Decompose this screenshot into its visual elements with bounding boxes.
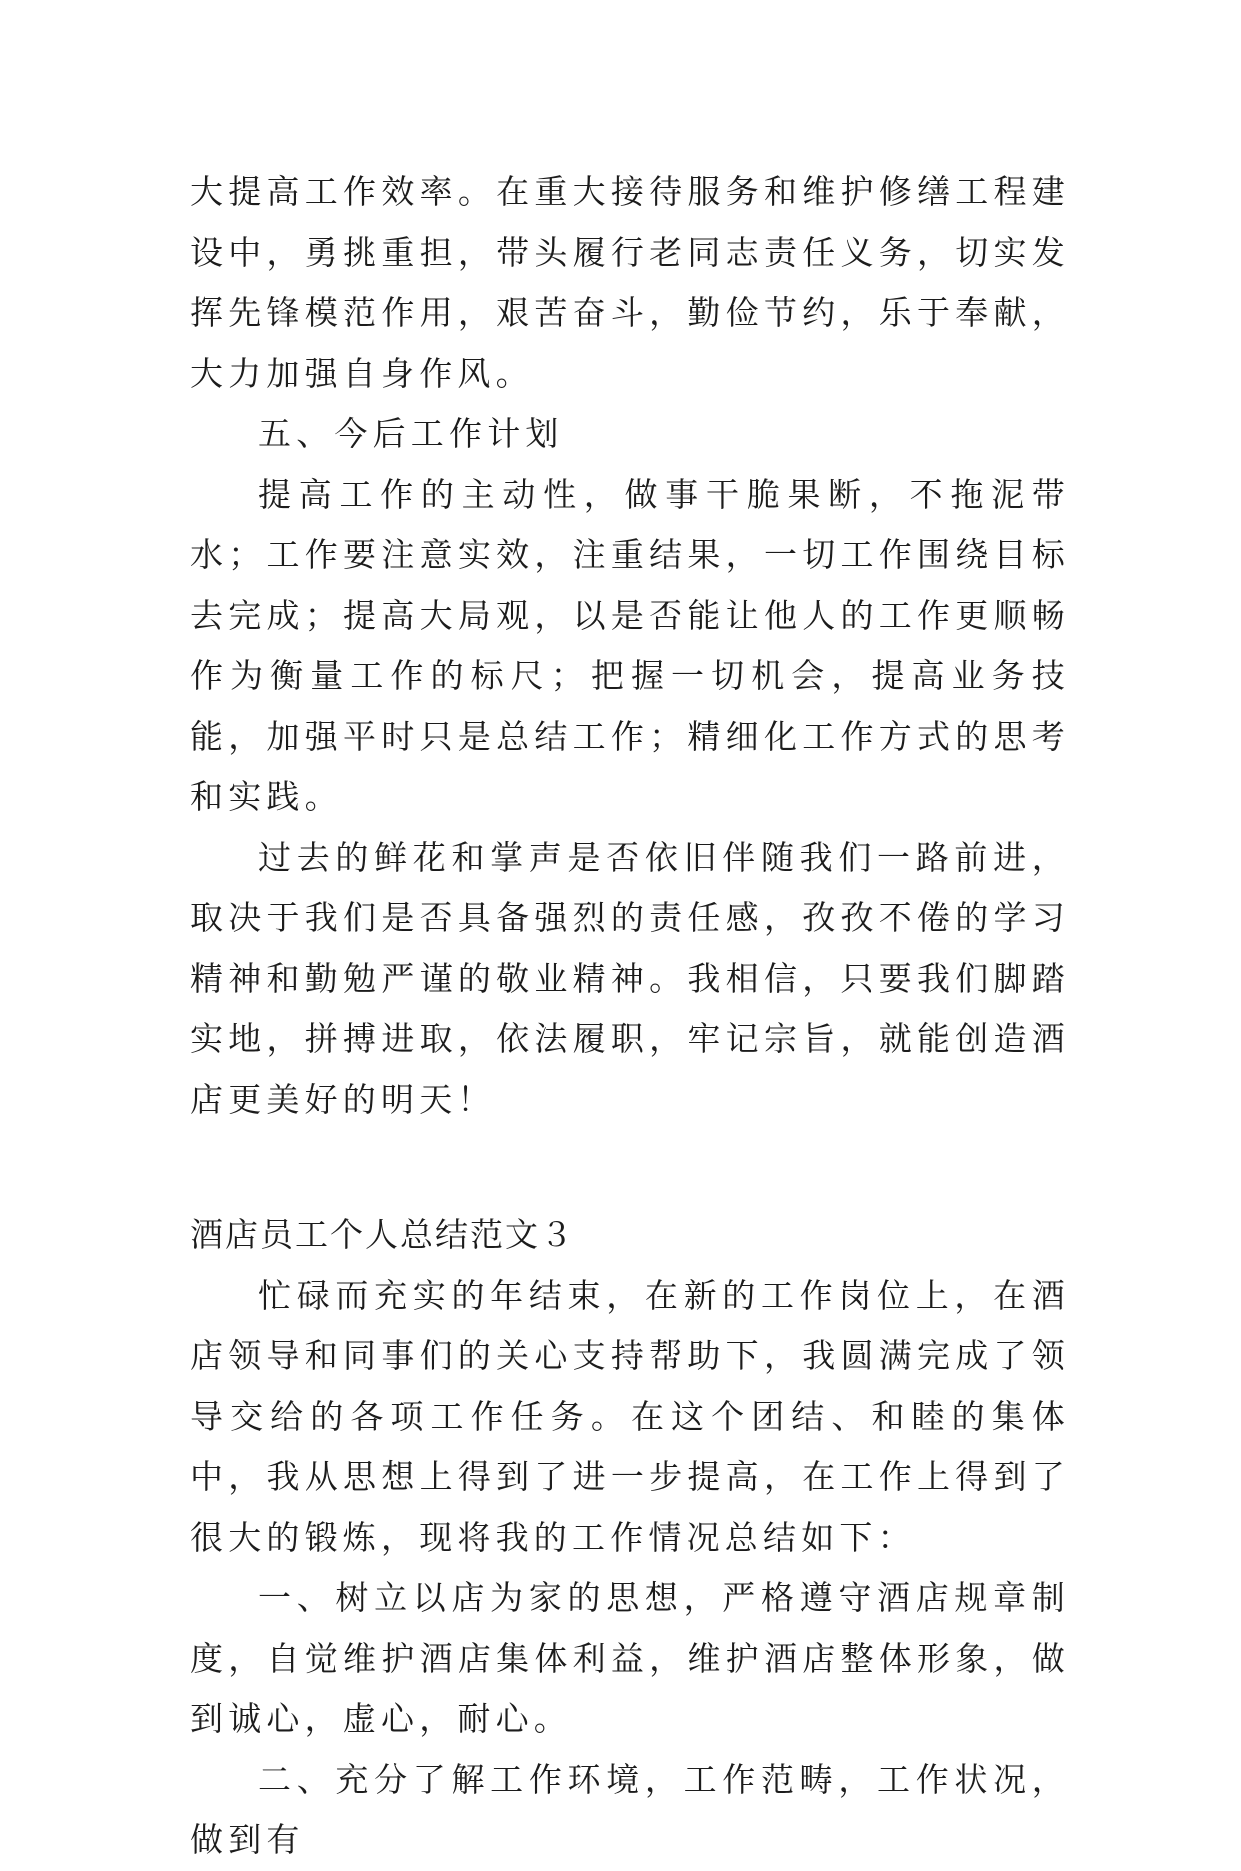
- paragraph-work-style: 大提高工作效率。在重大接待服务和维护修缮工程建设中，勇挑重担，带头履行老同志责任义务，切实发挥先锋模范作用，艰苦奋斗，勤俭节约，乐于奉献，大力加强自身作风。: [190, 172, 1070, 393]
- section-heading-future-plan: 五、今后工作计划: [258, 414, 564, 453]
- document-body: [190, 162, 1070, 1871]
- paragraph-intro: 忙碌而充实的年结束，在新的工作岗位上，在酒店领导和同事们的关心支持帮助下，我圆满完成了领导交给的各项工作任务。在这个团结、和睦的集体中，我从思想上得到了进一步提高，在工作上得到了很大的锻炼，现将我的工作情况总结如下：: [190, 1275, 1070, 1557]
- paragraph-future-plan: 提高工作的主动性，做事干脆果断，不拖泥带水；工作要注意实效，注重结果，一切工作围绕目标去完成；提高大局观，以是否能让他人的工作更顺畅作为衡量工作的标尺；把握一切机会，提高业务技能，加强平时只是总结工作；精细化工作方式的思考和实践。: [190, 474, 1070, 816]
- paragraph-point-two: 二、充分了解工作环境，工作范畴，工作状况，做到有: [190, 1759, 1070, 1859]
- document-title: 酒店员工个人总结范文３: [190, 1215, 575, 1254]
- paragraph-point-one: 一、树立以店为家的思想，严格遵守酒店规章制度，自觉维护酒店集体利益，维护酒店整体形象，做到诚心，虚心，耐心。: [190, 1578, 1070, 1738]
- paragraph-closing: 过去的鲜花和掌声是否依旧伴随我们一路前进，取决于我们是否具备强烈的责任感，孜孜不倦的学习精神和勤勉严谨的敬业精神。我相信，只要我们脚踏实地，拼搏进取，依法履职，牢记宗旨，就能创造酒店更美好的明天！: [190, 837, 1070, 1119]
